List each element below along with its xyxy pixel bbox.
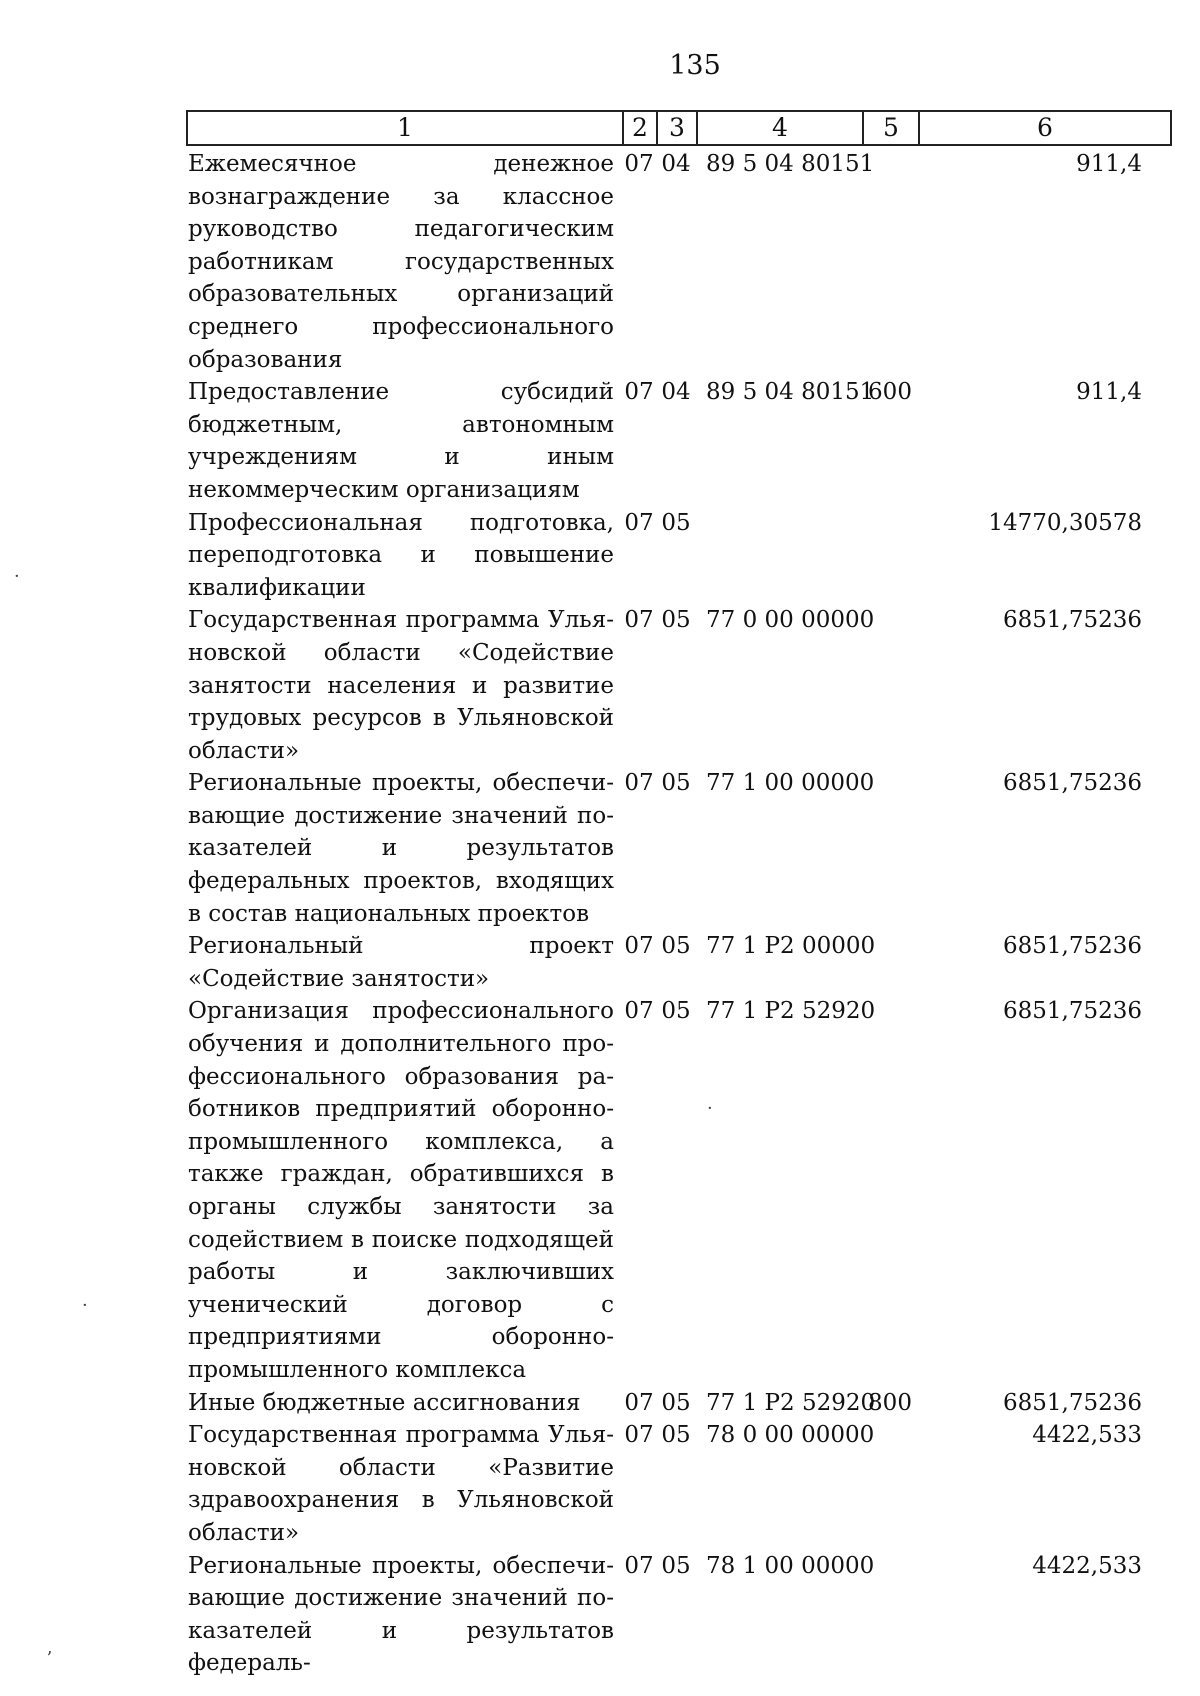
table-row <box>188 376 1170 506</box>
row-subsection-code: 05 <box>661 998 691 1025</box>
table-row <box>188 995 1170 1386</box>
row-section-code: 07 <box>624 151 654 177</box>
scan-artifact-mark: · <box>82 1295 88 1316</box>
scan-artifact-mark: · <box>707 1098 713 1119</box>
table-row <box>188 930 1170 995</box>
column-header-2: 2 <box>623 111 657 145</box>
budget-table <box>188 148 1170 1680</box>
row-description: Государственная программа Ульяновской области «Содействие занятости населения и развитие трудовых ресурсов в Ульяновской области» <box>188 607 614 764</box>
row-target-article: 89 5 04 80151 <box>706 151 875 177</box>
row-subsection-code: 05 <box>661 1389 691 1416</box>
row-amount: 911,4 <box>1076 379 1142 406</box>
row-target-article: 78 0 00 00000 <box>706 1422 875 1449</box>
row-amount: 6851,75236 <box>1002 998 1142 1025</box>
row-description: Государственная программа Ульяновской области «Развитие здравоохранения в Ульяновской области» <box>188 1422 614 1546</box>
column-header-row <box>187 111 1171 145</box>
row-subsection-code: 05 <box>661 933 691 960</box>
row-description: Региональные проекты, обеспечивающие достижение значений показателей и результатов федеральных проектов, входящих в состав национальных проектов <box>188 770 614 927</box>
row-target-article: 78 1 00 00000 <box>706 1552 875 1579</box>
row-expense-type <box>862 995 918 1386</box>
row-description: Профессиональная подготовка, переподготовка и повышение квалификации <box>188 509 614 601</box>
row-amount: 6851,75236 <box>1002 933 1142 960</box>
row-section-code: 07 <box>624 379 654 406</box>
column-header-1: 1 <box>187 111 623 145</box>
column-header-table <box>186 110 1172 146</box>
row-section-code: 07 <box>624 509 654 536</box>
row-target-article: 77 1 Р2 52920 <box>706 1389 876 1416</box>
row-amount: 6851,75236 <box>1002 607 1142 634</box>
page-number: 135 <box>669 50 721 81</box>
row-section-code: 07 <box>624 1422 654 1449</box>
row-description: Иные бюджетные ассигнования <box>188 1389 581 1416</box>
row-section-code: 07 <box>624 1389 654 1416</box>
row-expense-type: 800 <box>868 1389 912 1416</box>
row-amount: 911,4 <box>1076 151 1142 177</box>
column-header-6: 6 <box>919 111 1171 145</box>
table-row <box>188 1550 1170 1680</box>
row-amount: 6851,75236 <box>1002 770 1142 797</box>
row-amount: 4422,533 <box>1032 1552 1142 1579</box>
row-expense-type: 600 <box>868 379 912 406</box>
row-amount: 6851,75236 <box>1002 1389 1142 1416</box>
row-expense-type <box>862 148 918 376</box>
row-subsection-code: 05 <box>661 607 691 634</box>
row-target-article: 77 1 Р2 00000 <box>706 933 876 960</box>
table-row <box>188 1387 1170 1420</box>
row-target-article: 77 1 00 00000 <box>706 770 875 797</box>
row-target-article <box>696 507 862 605</box>
row-amount: 4422,533 <box>1032 1422 1142 1449</box>
row-description: Региональные проекты, обеспечивающие достижение значений показателей и результатов федераль- <box>188 1552 614 1677</box>
row-subsection-code: 05 <box>661 1422 691 1449</box>
scan-artifact-mark: · <box>14 566 20 587</box>
row-subsection-code: 04 <box>661 151 691 177</box>
row-description: Предоставление субсидий бюджетным, автономным учреждениям и иным некоммерческим организациям <box>188 379 614 503</box>
row-section-code: 07 <box>624 933 654 960</box>
column-header-5: 5 <box>863 111 919 145</box>
row-subsection-code: 05 <box>661 1552 691 1579</box>
row-section-code: 07 <box>624 998 654 1025</box>
column-header-3: 3 <box>657 111 697 145</box>
row-amount: 14770,30578 <box>988 509 1142 536</box>
column-header-4: 4 <box>697 111 863 145</box>
row-target-article: 89 5 04 80151 <box>706 379 875 406</box>
table-row <box>188 604 1170 767</box>
table-row <box>188 1419 1170 1549</box>
table-row <box>188 148 1170 376</box>
row-description: Ежемесячное денежное вознаграждение за классное руководство педагогическим работникам государственных образовательных организаций среднего профессионального образования <box>188 151 614 373</box>
row-subsection-code: 05 <box>661 509 691 536</box>
row-subsection-code: 04 <box>661 379 691 406</box>
row-description: Региональный проект «Содействие занятости» <box>188 933 614 992</box>
scan-artifact-mark: ʼ <box>46 1648 52 1669</box>
row-subsection-code: 05 <box>661 770 691 797</box>
row-target-article: 77 0 00 00000 <box>706 607 875 634</box>
row-section-code: 07 <box>624 607 654 634</box>
row-section-code: 07 <box>624 770 654 797</box>
row-section-code: 07 <box>624 1552 654 1579</box>
row-target-article: 77 1 Р2 52920 <box>706 998 876 1025</box>
table-row <box>188 767 1170 930</box>
row-description: Организация профессионального обучения и дополнительного профессионального образования работников предприятий оборонно-промышленного комплекса, а также граждан, обратившихся в органы службы занятости за содействием в поиске подходящей работы и заключивших ученический договор с предприятиями оборонно-промышленного комплекса <box>188 998 614 1383</box>
table-row <box>188 507 1170 605</box>
budget-table-body <box>188 148 1170 1680</box>
row-expense-type <box>862 507 918 605</box>
